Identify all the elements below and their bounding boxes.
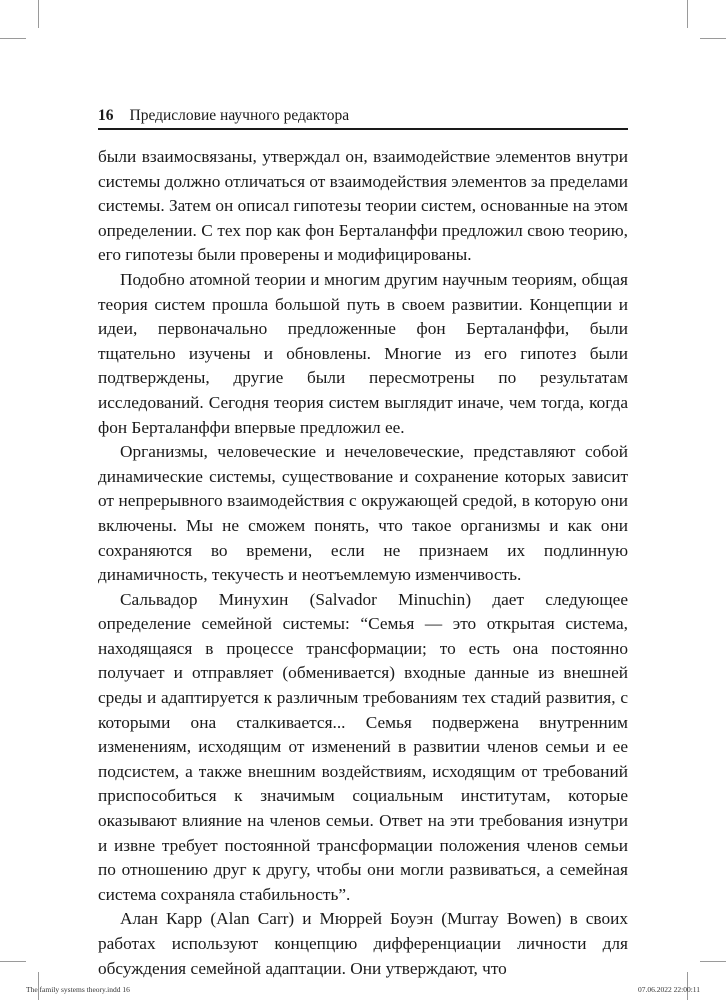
crop-mark-right-bottom — [700, 961, 726, 962]
paragraph: Подобно атомной теории и многим другим научным теориям, общая теория систем прошла большой путь в своем развитии. Концепции и идеи, первоначально предложенные фон Берталанффи, были тщательно изучены и обновлены. Многие из его гипотез были подтверждены, другие были пересмотрены по результатам исследований. Сегодня теория систем выглядит иначе, чем тогда, когда фон Берталанффи впервые предложил ее. — [98, 269, 628, 437]
crop-mark-top-right — [687, 0, 688, 28]
running-header — [98, 107, 628, 125]
crop-mark-left-top — [0, 38, 26, 39]
header-rule — [98, 128, 628, 130]
crop-mark-top-left — [38, 0, 39, 28]
paragraph: Организмы, человеческие и нечеловеческие, представляют собой динамические системы, существование и сохранение которых зависит от непрерывного взаимодействия с окружающей средой, в которую они включены. Мы не сможем понять, что такое организмы и как они сохраняются во времени, если не признаем их подлинную динамичность, текучесть и неотъемлемую изменчивость. — [98, 442, 628, 585]
running-title: Предисловие научного редактора — [129, 107, 350, 124]
paragraph: Сальвадор Минухин (Salvador Minuchin) дает следующее определение семейной системы: “Семья — это открытая система, находящаяся в процессе трансформации; то есть она постоянно получает и отправляет (обменивается) входные данные из внешней среды и адаптируется к различным требованиям тех стадий развития, с которыми она сталкивается... Семья подвержена внутренним изменениям, исходящим от изменений в развитии членов семьи и ее подсистем, а также внешним воздействиям, исходящим от требований приспособиться к значимым социальным институтам, которые оказывают влияние на членов семьи. Ответ на эти требования изнутри и извне требует постоянной трансформации положения членов семьи по отношению друг к другу, чтобы они могли развиваться, а семейная система сохраняла стабильность”. — [98, 589, 628, 904]
slug-filename: The family systems theory.indd 16 — [26, 985, 130, 994]
slug-timestamp: 07.06.2022 22:00:11 — [637, 985, 700, 994]
body-text — [98, 145, 628, 981]
page-number: 16 — [98, 107, 114, 124]
crop-mark-right-top — [700, 38, 726, 39]
crop-mark-left-bottom — [0, 961, 26, 962]
paragraph: были взаимосвязаны, утверждал он, взаимодействие элементов внутри системы должно отличаться от взаимодействия элементов за пределами системы. Затем он описал гипотезы теории систем, основанные на этом определении. С тех пор как фон Берталанффи предложил свою теорию, его гипотезы были проверены и модифицированы. — [98, 147, 629, 265]
paragraph: Алан Карр (Alan Carr) и Мюррей Боуэн (Murray Bowen) в своих работах используют концепцию дифференциации личности для обсуждения семейной адаптации. Они утверждают, что — [98, 909, 628, 978]
